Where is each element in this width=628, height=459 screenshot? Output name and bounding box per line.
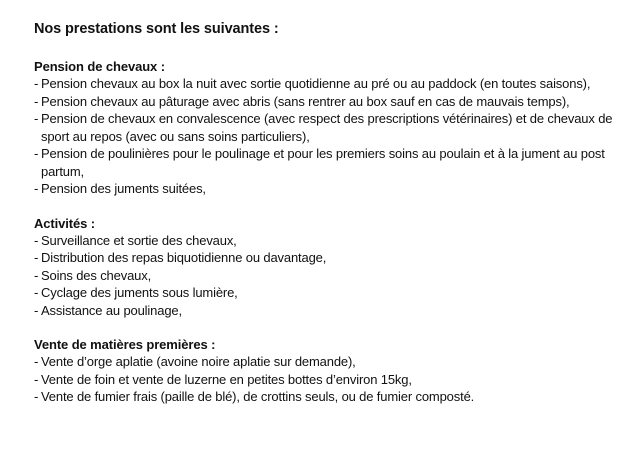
activites-list bbox=[34, 232, 620, 320]
bullet-dash: - bbox=[34, 285, 39, 300]
section-vente bbox=[34, 336, 620, 406]
section-title-activites: Activités : bbox=[34, 215, 96, 231]
bullet-dash: - bbox=[34, 389, 39, 404]
bullet-dash: - bbox=[34, 267, 39, 283]
bullet-dash: - bbox=[34, 302, 39, 318]
list-item-text: Cyclage des juments sous lumière, bbox=[41, 285, 238, 300]
list-item-text: Pension de poulinières pour le poulinage et pour les premiers soins au poulain et à la jument au post partum, bbox=[41, 146, 605, 179]
list-item bbox=[34, 388, 620, 406]
list-item bbox=[34, 302, 620, 320]
list-item bbox=[34, 93, 620, 111]
bullet-dash: - bbox=[34, 354, 39, 369]
section-title-pension: Pension de chevaux : bbox=[34, 59, 165, 74]
section-activites bbox=[34, 215, 620, 320]
list-item bbox=[34, 75, 620, 93]
bullet-dash: - bbox=[34, 146, 39, 161]
list-item bbox=[34, 232, 620, 250]
list-item-text: Soins des chevaux, bbox=[41, 267, 152, 283]
document bbox=[34, 20, 620, 423]
bullet-dash: - bbox=[34, 76, 39, 91]
bullet-dash: - bbox=[34, 93, 39, 109]
list-item-text: Pension des juments suitées, bbox=[41, 181, 206, 196]
bullet-dash: - bbox=[34, 371, 39, 387]
list-item-text: Pension chevaux au pâturage avec abris (sans rentrer au box sauf en cas de mauvais temps), bbox=[41, 93, 570, 109]
bullet-dash: - bbox=[34, 250, 39, 265]
list-item bbox=[34, 249, 620, 267]
page-title: Nos prestations sont les suivantes : bbox=[34, 21, 279, 37]
section-title-vente: Vente de matières premières : bbox=[34, 337, 216, 352]
list-item bbox=[34, 145, 620, 180]
vente-list bbox=[34, 353, 620, 406]
list-item-text: Vente de fumier frais (paille de blé), de crottins seuls, ou de fumier composté. bbox=[41, 389, 475, 404]
list-item bbox=[34, 267, 620, 285]
bullet-dash: - bbox=[34, 181, 39, 196]
list-item bbox=[34, 284, 620, 302]
list-item-text: Vente de foin et vente de luzerne en petites bottes d’environ 15kg, bbox=[41, 371, 412, 387]
list-item bbox=[34, 180, 620, 198]
list-item bbox=[34, 110, 620, 145]
list-item-text: Pension chevaux au box la nuit avec sortie quotidienne au pré ou au paddock (en toutes saisons), bbox=[41, 76, 591, 91]
list-item bbox=[34, 353, 620, 371]
bullet-dash: - bbox=[34, 111, 39, 126]
pension-list bbox=[34, 75, 620, 198]
list-item-text: Pension de chevaux en convalescence (avec respect des prescriptions vétérinaires) et de chevaux de sport au repos (avec ou sans soins particuliers), bbox=[41, 111, 613, 144]
list-item bbox=[34, 371, 620, 389]
section-pension bbox=[34, 58, 620, 198]
list-item-text: Assistance au poulinage, bbox=[41, 302, 182, 318]
bullet-dash: - bbox=[34, 232, 39, 248]
list-item-text: Surveillance et sortie des chevaux, bbox=[41, 232, 237, 248]
list-item-text: Distribution des repas biquotidienne ou davantage, bbox=[41, 250, 327, 265]
list-item-text: Vente d’orge aplatie (avoine noire aplatie sur demande), bbox=[41, 354, 356, 369]
